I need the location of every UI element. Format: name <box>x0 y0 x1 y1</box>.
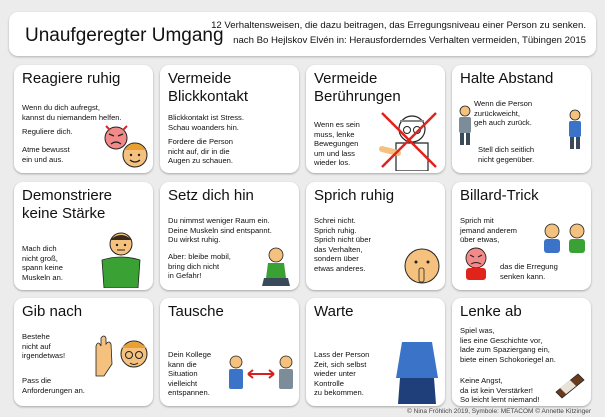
swap-people-icon <box>226 354 296 394</box>
card-text: Schrei nicht. Sprich ruhig. Sprich nicht über das Verhalten, sondern über etwas anderes. <box>314 216 371 273</box>
card-text: Keine Angst, da ist kein Verstärker! So leicht lernt niemand! <box>460 376 540 405</box>
card-reagiere-ruhig <box>14 65 153 173</box>
card-gib-nach <box>14 298 153 406</box>
card-text: Fordere die Person nicht auf, dir in die Augen zu schauen. <box>168 137 234 166</box>
two-people-talking-icon <box>540 222 590 258</box>
card-title: Lenke ab <box>460 303 522 320</box>
card-title: Gib nach <box>22 303 83 320</box>
card-text: Du nimmst weniger Raum ein. Deine Muskeln sind entspannt. Du wirkst ruhig. <box>168 216 272 245</box>
card-text: Reguliere dich. <box>22 127 73 136</box>
sitting-person-icon <box>258 246 294 288</box>
card-vermeide-blickkontakt <box>160 65 299 173</box>
card-title: Vermeide Blickkontakt <box>168 70 249 105</box>
chocolate-bar-icon <box>552 370 588 402</box>
card-setz-dich-hin <box>160 182 299 290</box>
card-lenke-ab <box>452 298 591 406</box>
card-vermeide-beruehrungen <box>306 65 445 173</box>
card-text: Stell dich seitlich nicht gegenüber. <box>478 145 535 164</box>
page-title: Unaufgeregter Umgang <box>25 25 224 46</box>
card-text: Wenn du dich aufregst, kannst du niemandem helfen. <box>22 103 122 122</box>
source-line-2: nach Bo Hejlskov Elvén in: Herausforderndes Verhalten vermeiden, Tübingen 2015 <box>233 35 586 46</box>
card-text: Sprich mit jemand anderem über etwas, <box>460 216 517 245</box>
card-text: Lass der Person Zeit, sich selbst wieder unter Kontrolle zu bekommen. <box>314 350 370 398</box>
source-note <box>206 18 586 48</box>
card-halte-abstand <box>452 65 591 173</box>
card-warte <box>306 298 445 406</box>
header <box>9 12 596 56</box>
card-tausche <box>160 298 299 406</box>
card-title: Warte <box>314 303 354 320</box>
card-text: Mach dich nicht groß, spann keine Muskeln an. <box>22 244 63 282</box>
copyright-footer: © Nina Fröhlich 2019, Symbole: METACOM © Annette Kitzinger <box>407 408 591 415</box>
card-text: Atme bewusst ein und aus. <box>22 145 70 164</box>
card-text: Bestehe nicht auf irgendetwas! <box>22 332 66 361</box>
card-billard-trick <box>452 182 591 290</box>
card-title: Setz dich hin <box>168 187 254 204</box>
quiet-face-icon <box>402 246 442 286</box>
card-title: Halte Abstand <box>460 70 554 87</box>
card-text: Blickkontakt ist Stress. Schau woanders hin. <box>168 113 244 132</box>
card-title: Tausche <box>168 303 224 320</box>
no-touch-icon <box>376 109 442 171</box>
strong-man-icon <box>94 230 148 288</box>
card-title: Sprich ruhig <box>314 187 395 204</box>
card-text: Pass die Anforderungen an. <box>22 376 85 395</box>
card-title: Demonstriere keine Stärke <box>22 187 113 222</box>
source-line-1: 12 Verhaltensweisen, die dazu beitragen, das Erregungsniveau einer Person zu senken. <box>211 20 586 31</box>
card-demonstriere-keine-staerke <box>14 182 153 290</box>
angry-person-icon <box>458 246 494 280</box>
card-text: Spiel was, lies eine Geschichte vor, lade zum Spaziergang ein, biete einen Schokoriegel an. <box>460 326 556 364</box>
card-title: Reagiere ruhig <box>22 70 121 87</box>
raised-hand-icon <box>90 334 150 378</box>
card-title: Billard-Trick <box>460 187 539 204</box>
card-title: Vermeide Berührungen <box>314 70 401 105</box>
person-icon <box>456 105 474 145</box>
card-text: Dein Kollege kann die Situation vielleicht entspannen. <box>168 350 212 398</box>
card-text: Aber: bleibe mobil, bring dich nicht in Gefahr! <box>168 252 231 281</box>
card-sprich-ruhig <box>306 182 445 290</box>
card-text: Wenn die Person zurückweicht, geh auch zurück. <box>474 99 533 128</box>
card-text: Wenn es sein muss, lenke Bewegungen um und lass wieder los. <box>314 120 360 168</box>
calm-and-angry-face-icon <box>102 123 152 171</box>
waiting-person-icon <box>392 338 444 404</box>
card-text: das die Erregung senken kann. <box>500 262 558 281</box>
person-icon <box>566 109 584 149</box>
